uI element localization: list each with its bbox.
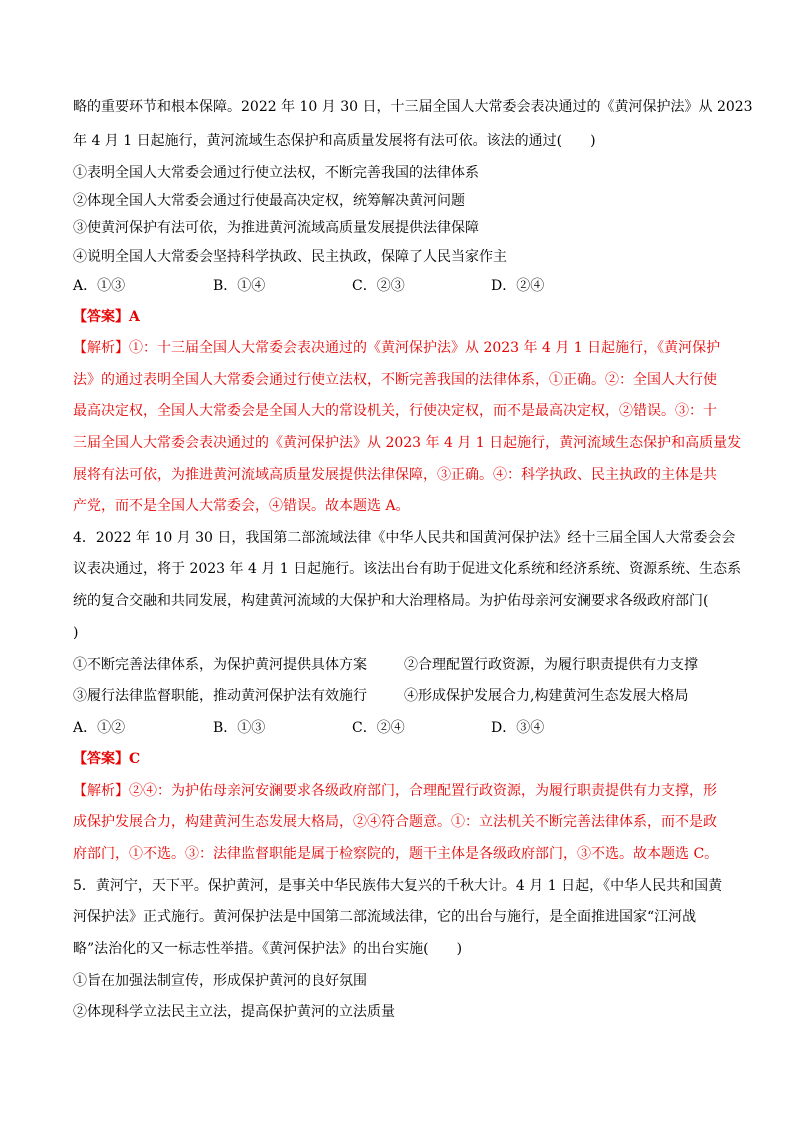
question-text-line: 4．2022 年 10 月 30 日，我国第二部流域法律《中华人民共和国黄河保护法》经十三届全国人大常委会会	[73, 530, 736, 546]
statement: ①表明全国人大常委会通过行使立法权，不断完善我国的法律体系	[73, 165, 479, 181]
statement: ③使黄河保护有法可依，为推进黄河流域高质量发展提供法律保障	[73, 220, 479, 236]
statement: ②体现全国人大常委会通过行使最高决定权，统筹解决黄河问题	[73, 193, 465, 209]
analysis-line: 三届全国人大常委会表决通过的《黄河保护法》从 2023 年 4 月 1 日起施行，黄河流域生态保护和高质量发	[73, 435, 742, 451]
statement: ④说明全国人大常委会坚持科学执政、民主执政，保障了人民当家作主	[73, 249, 507, 265]
answer-label: 【答案】A	[73, 309, 140, 325]
analysis-line: 成保护发展合力，构建黄河生态发展大格局，②④符合题意。①：立法机关不断完善法律体系，而不是政	[73, 814, 717, 830]
analysis-line: 产党，而不是全国人大常委会，④错误。故本题选 A。	[73, 498, 410, 514]
option-b: B．①④	[213, 278, 266, 294]
answer-label: 【答案】C	[73, 751, 141, 767]
option-a: A．①②	[73, 720, 126, 736]
statement: ①旨在加强法制宣传，形成保护黄河的良好氛围	[73, 973, 367, 989]
question-text-line: 河保护法》正式施行。黄河保护法是中国第二部流域法律，它的出台与施行，是全面推进国家“江河战	[73, 909, 697, 925]
analysis-line: 【解析】②④：为护佑母亲河安澜要求各级政府部门，合理配置行政资源，为履行职责提供有力支撑，形	[73, 783, 717, 799]
question-text-line: 年 4 月 1 日起施行，黄河流域生态保护和高质量发展将有法可依。该法的通过( )	[73, 133, 596, 149]
option-a: A．①③	[73, 278, 126, 294]
option-b: B．①③	[213, 720, 266, 736]
option-d: D．②④	[491, 278, 545, 294]
statement: ②体现科学立法民主立法，提高保护黄河的立法质量	[73, 1004, 395, 1020]
question-text-line: 议表决通过，将于 2023 年 4 月 1 日起施行。该法出台有助于促进文化系统和经济系统、资源系统、生态系	[73, 561, 742, 577]
analysis-line: 府部门，①不选。③：法律监督职能是属于检察院的，题干主体是各级政府部门，③不选。故本题选 C。	[73, 846, 719, 862]
analysis-line: 最高决定权，全国人大常委会是全国人大的常设机关，行使决定权，而不是最高决定权，②错误。③：十	[73, 403, 717, 419]
analysis-line: 法》的通过表明全国人大常委会通过行使立法权，不断完善我国的法律体系，①正确。②：全国人大行使	[73, 372, 717, 388]
question-text-line: 略”法治化的又一标志性举措。《黄河保护法》的出台实施( )	[73, 941, 463, 957]
analysis-line: 展将有法可依，为推进黄河流域高质量发展提供法律保障，③正确。④：科学执政、民主执政的主体是共	[73, 467, 717, 483]
statement: ②合理配置行政资源，为履行职责提供有力支撑	[404, 657, 698, 673]
statement: ③履行法律监督职能，推动黄河保护法有效施行	[73, 688, 367, 704]
option-c: C．②④	[352, 720, 405, 736]
question-text-line: 统的复合交融和共同发展，构建黄河流域的大保护和大治理格局。为护佑母亲河安澜要求各级政府部门(	[73, 593, 709, 609]
option-c: C．②③	[352, 278, 405, 294]
question-text-line: 5．黄河宁，天下平。保护黄河，是事关中华民族伟大复兴的千秋大计。4 月 1 日起，《中华人民共和国黄	[73, 878, 723, 894]
analysis-line: 【解析】①：十三届全国人大常委会表决通过的《黄河保护法》从 2023 年 4 月 1 日起施行，《黄河保护	[73, 340, 721, 356]
statement: ①不断完善法律体系，为保护黄河提供具体方案	[73, 657, 367, 673]
option-d: D．③④	[491, 720, 545, 736]
question-text-line: 略的重要环节和根本保障。2022 年 10 月 30 日，十三届全国人大常委会表决通过的《黄河保护法》从 2023	[73, 99, 753, 115]
question-text-line: )	[73, 625, 79, 641]
statement: ④形成保护发展合力,构建黄河生态发展大格局	[404, 688, 689, 704]
